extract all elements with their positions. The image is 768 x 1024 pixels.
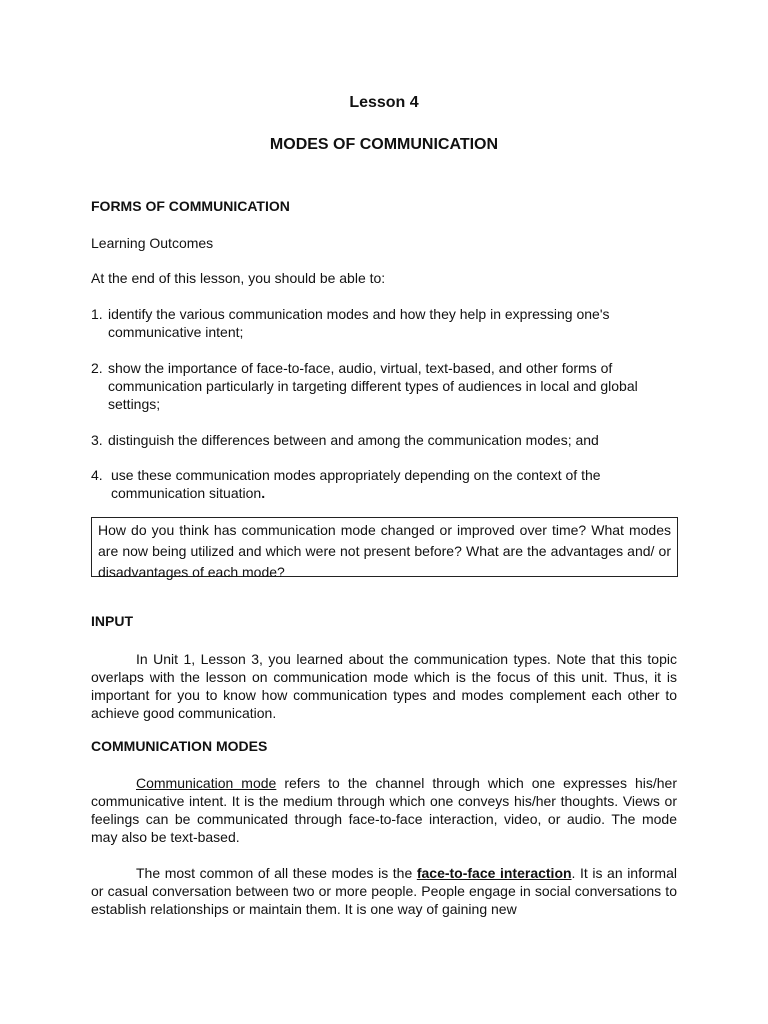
lesson-label: Lesson 4: [349, 94, 419, 111]
learning-outcomes-label: Learning Outcomes: [91, 235, 214, 251]
outcome-text: distinguish the differences between and among the communication modes; and: [108, 432, 599, 448]
input-paragraph: In Unit 1, Lesson 3, you learned about the communication types. Note that this topic overlaps with the lesson on communication mode which is the focus of this unit. Thus, it is important for you to know how communication types and modes complement each other to achieve good communication.: [91, 651, 677, 721]
section-heading-forms: FORMS OF COMMUNICATION: [91, 198, 290, 214]
outcome-number: 4.: [91, 467, 103, 483]
term-face-to-face: face-to-face interaction: [416, 865, 572, 881]
term-communication-mode: Communication mode: [136, 775, 277, 791]
section-heading-modes: COMMUNICATION MODES: [91, 738, 268, 754]
outcome-text: use these communication modes appropriately depending on the context of the communication situation.: [111, 467, 601, 501]
outcome-text: show the importance of face-to-face, audio, virtual, text-based, and other forms of communication particularly in targeting different types of audiences in local and global settings;: [108, 360, 638, 412]
outcome-number: 3.: [91, 432, 103, 448]
outcome-item: [91, 305, 681, 341]
outcome-item: [91, 466, 681, 502]
page-title: MODES OF COMMUNICATION: [269, 136, 499, 153]
outcome-item: [91, 431, 681, 449]
face-to-face-paragraph: The most common of all these modes is the face-to-face interaction. It is an informal or casual conversation between two or more people. People engage in social conversations to establish relationships or maintain them. It is one way of gaining new: [91, 865, 677, 917]
modes-paragraph: Communication mode refers to the channel through which one expresses his/her communicative intent. It is the medium through which one conveys his/her thoughts. Views or feelings can be communicated through face-to-face interaction, video, or audio. The mode may also be text-based.: [91, 775, 677, 845]
outcome-text: identify the various communication modes and how they help in expressing one's communicative intent;: [108, 306, 610, 340]
outcomes-intro: At the end of this lesson, you should be able to:: [91, 270, 386, 286]
outcome-number: 1.: [91, 306, 103, 322]
outcome-number: 2.: [91, 360, 103, 376]
reflection-question-box: How do you think has communication mode changed or improved over time? What modes are now being utilized and which were not present before? What are the advantages and/ or disadvantages of each mode?: [91, 517, 678, 577]
outcome-item: [91, 359, 681, 413]
section-heading-input: INPUT: [91, 613, 133, 629]
